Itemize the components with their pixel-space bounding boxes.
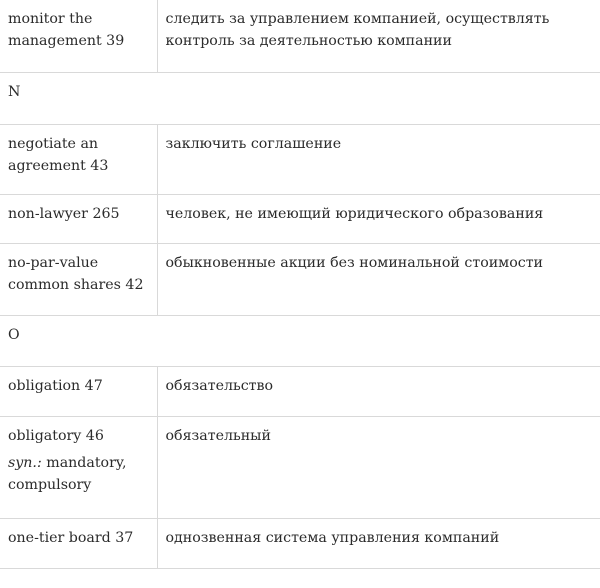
table-row (0, 366, 600, 416)
term-cell (0, 243, 157, 315)
term-text: no-par-value common shares 42 (8, 254, 144, 293)
definition-text: обыкновенные акции без номинальной стоимости (165, 254, 544, 271)
term-cell (0, 194, 157, 243)
definition-cell (157, 124, 600, 194)
table-row (0, 518, 600, 568)
synonym-label: syn.: (8, 454, 42, 471)
definition-cell (157, 243, 600, 315)
table-row (0, 124, 600, 194)
table-row (0, 194, 600, 243)
table-row (0, 416, 600, 518)
definition-text: однозвенная система управления компаний (165, 529, 500, 546)
term-text: obligation 47 (8, 377, 103, 394)
letter-row (0, 315, 600, 366)
definition-cell (157, 416, 600, 518)
letter-row (0, 72, 600, 124)
definition-cell (157, 518, 600, 568)
definition-cell (157, 0, 600, 72)
definition-text: человек, не имеющий юридического образования (165, 205, 544, 222)
definition-text: обязательство (165, 377, 274, 394)
term-text: negotiate an agreement 43 (8, 135, 109, 174)
term-cell (0, 124, 157, 194)
term-cell (0, 518, 157, 568)
table-row (0, 0, 600, 72)
term-text: non-lawyer 265 (8, 205, 120, 222)
synonyms (8, 452, 149, 496)
definition-text: заключить соглашение (165, 135, 342, 152)
term-text: obligatory 46 (8, 427, 104, 444)
definition-cell (157, 366, 600, 416)
table-row (0, 243, 600, 315)
term-text: monitor the management 39 (8, 11, 125, 49)
synonym-text: mandatory, compulsory (8, 454, 127, 493)
definition-text: следить за управлением компанией, осуществлять контроль за деятельностью компании (165, 11, 550, 49)
letter-text: N (8, 83, 21, 100)
letter-heading (0, 72, 600, 124)
definition-text: обязательный (165, 427, 271, 444)
term-cell (0, 366, 157, 416)
term-cell (0, 416, 157, 518)
letter-text: O (8, 326, 20, 343)
letter-heading (0, 315, 600, 366)
term-text: one-tier board 37 (8, 529, 134, 546)
term-cell (0, 0, 157, 72)
definition-cell (157, 194, 600, 243)
